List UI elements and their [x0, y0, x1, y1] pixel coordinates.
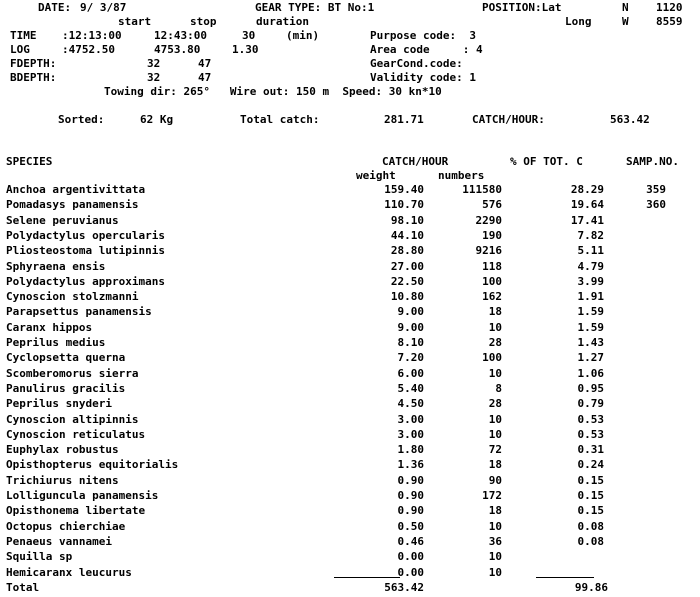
lat-value: 1120 — [656, 1, 683, 14]
species-name: Pliosteostoma lutipinnis — [6, 244, 165, 257]
weight-value: 0.46 — [397, 535, 424, 548]
weight-value: 3.00 — [397, 428, 424, 441]
numbers-value: 172 — [482, 489, 502, 502]
lat-dir: N — [622, 1, 629, 14]
catch-hour-label: CATCH/HOUR: — [472, 113, 545, 126]
numbers-value: 190 — [482, 229, 502, 242]
col-numbers: numbers — [438, 169, 485, 182]
species-name: Opisthopterus equitorialis — [6, 458, 179, 471]
pct-value: 0.15 — [577, 474, 604, 487]
species-name: Sphyraena ensis — [6, 260, 106, 273]
species-name: Lolliguncula panamensis — [6, 489, 159, 502]
species-name: Cynoscion reticulatus — [6, 428, 146, 441]
numbers-value: 118 — [482, 260, 502, 273]
total-label: Total — [6, 581, 40, 594]
pct-value: 19.64 — [570, 198, 604, 211]
pct-value: 4.79 — [577, 260, 604, 273]
species-name: Polydactylus approximans — [6, 275, 165, 288]
weight-value: 6.00 — [397, 367, 424, 380]
pct-value: 1.59 — [577, 305, 604, 318]
weight-value: 110.70 — [384, 198, 424, 211]
weight-value: 1.36 — [397, 458, 424, 471]
pct-value: 3.99 — [577, 275, 604, 288]
pct-value: 28.29 — [570, 183, 604, 196]
weight-value: 22.50 — [390, 275, 424, 288]
pct-value: 17.41 — [570, 214, 604, 227]
species-name: Cynoscion altipinnis — [6, 413, 139, 426]
species-name: Peprilus medius — [6, 336, 106, 349]
pct-value: 0.24 — [577, 458, 604, 471]
weight-value: 1.80 — [397, 443, 424, 456]
col-pct: % OF TOT. C — [510, 155, 583, 168]
bdepth-stop: 47 — [198, 71, 212, 84]
catch-hour-value: 563.42 — [610, 113, 650, 126]
gear-type: GEAR TYPE: BT No:1 — [255, 1, 375, 14]
bdepth-start: 32 — [147, 71, 161, 84]
pct-value: 1.91 — [577, 290, 604, 303]
numbers-value: 162 — [482, 290, 502, 303]
sorted-label: Sorted: — [58, 113, 105, 126]
species-name: Squilla sp — [6, 550, 73, 563]
numbers-value: 72 — [488, 443, 502, 456]
pct-value: 1.43 — [577, 336, 604, 349]
species-name: Anchoa argentivittata — [6, 183, 146, 196]
log-stop: 4753.80 — [154, 43, 201, 56]
position-label: POSITION:Lat — [482, 1, 562, 14]
area-code: Area code : 4 — [370, 43, 483, 56]
weight-value: 0.90 — [397, 504, 424, 517]
species-name: Octopus chierchiae — [6, 520, 126, 533]
species-name: Pomadasys panamensis — [6, 198, 139, 211]
numbers-value: 10 — [488, 367, 502, 380]
pct-value: 5.11 — [577, 244, 604, 257]
numbers-value: 9216 — [475, 244, 502, 257]
samp-value: 359 — [646, 183, 666, 196]
gearcond-code: GearCond.code: — [370, 57, 463, 70]
time-duration: 30 — [242, 29, 256, 42]
pct-value: 0.79 — [577, 397, 604, 410]
species-name: Cynoscion stolzmanni — [6, 290, 139, 303]
pct-value: 1.06 — [577, 367, 604, 380]
numbers-value: 10 — [488, 428, 502, 441]
numbers-value: 28 — [488, 336, 502, 349]
numbers-value: 576 — [482, 198, 502, 211]
long-value: 8559 — [656, 15, 683, 28]
weight-value: 9.00 — [397, 321, 424, 334]
col-catch-hour: CATCH/HOUR — [382, 155, 449, 168]
pct-value: 0.31 — [577, 443, 604, 456]
numbers-value: 100 — [482, 351, 502, 364]
species-name: Penaeus vannamei — [6, 535, 112, 548]
log-label: LOG — [10, 43, 30, 56]
weight-value: 5.40 — [397, 382, 424, 395]
species-name: Scomberomorus sierra — [6, 367, 139, 380]
numbers-value: 28 — [488, 397, 502, 410]
time-stop: 12:43:00 — [154, 29, 207, 42]
time-label: TIME — [10, 29, 37, 42]
purpose-code: Purpose code: 3 — [370, 29, 476, 42]
bdepth-label: BDEPTH: — [10, 71, 57, 84]
fdepth-label: FDEPTH: — [10, 57, 57, 70]
numbers-value: 10 — [488, 550, 502, 563]
pct-value: 1.27 — [577, 351, 604, 364]
col-start: start — [118, 15, 152, 28]
numbers-value: 100 — [482, 275, 502, 288]
total-catch-value: 281.71 — [384, 113, 424, 126]
numbers-value: 111580 — [462, 183, 502, 196]
species-name: Cyclopsetta querna — [6, 351, 126, 364]
long-label: Long — [565, 15, 592, 28]
species-name: Parapsettus panamensis — [6, 305, 152, 318]
total-pct: 99.86 — [574, 581, 608, 594]
samp-value: 360 — [646, 198, 666, 211]
numbers-value: 10 — [488, 566, 502, 579]
log-duration: 1.30 — [232, 43, 259, 56]
species-name: Peprilus snyderi — [6, 397, 112, 410]
species-name: Polydactylus opercularis — [6, 229, 165, 242]
time-start: :12:13:00 — [62, 29, 122, 42]
numbers-value: 10 — [488, 321, 502, 334]
species-name: Euphylax robustus — [6, 443, 119, 456]
col-duration: duration — [256, 15, 309, 28]
weight-value: 44.10 — [390, 229, 424, 242]
weight-value: 10.80 — [390, 290, 424, 303]
numbers-value: 36 — [488, 535, 502, 548]
species-name: Hemicaranx leucurus — [6, 566, 132, 579]
fdepth-start: 32 — [147, 57, 161, 70]
pct-value: 1.59 — [577, 321, 604, 334]
pct-value: 0.53 — [577, 413, 604, 426]
date-label: DATE: — [38, 1, 72, 14]
col-samp: SAMP.NO. — [626, 155, 679, 168]
species-name: Trichiurus nitens — [6, 474, 119, 487]
weight-value: 0.00 — [397, 566, 424, 579]
species-name: Opisthonema libertate — [6, 504, 146, 517]
log-start: :4752.50 — [62, 43, 115, 56]
validity-code: Validity code: 1 — [370, 71, 476, 84]
pct-value: 7.82 — [577, 229, 604, 242]
numbers-value: 18 — [488, 458, 502, 471]
total-catch-label: Total catch: — [240, 113, 320, 126]
pct-value: 0.08 — [577, 520, 604, 533]
long-dir: W — [622, 15, 629, 28]
weight-value: 3.00 — [397, 413, 424, 426]
numbers-value: 18 — [488, 504, 502, 517]
date-value: 9/ 3/87 — [80, 1, 127, 14]
weight-value: 0.50 — [397, 520, 424, 533]
time-unit: (min) — [286, 29, 320, 42]
pct-total-rule — [536, 577, 594, 578]
weight-value: 0.90 — [397, 474, 424, 487]
total-weight: 563.42 — [384, 581, 424, 594]
pct-value: 0.08 — [577, 535, 604, 548]
weight-value: 8.10 — [397, 336, 424, 349]
weight-value: 159.40 — [384, 183, 424, 196]
sorted-value: 62 Kg — [140, 113, 174, 126]
col-stop: stop — [190, 15, 217, 28]
species-name: Selene peruvianus — [6, 214, 119, 227]
col-weight: weight — [356, 169, 396, 182]
weight-total-rule — [334, 577, 400, 578]
numbers-value: 18 — [488, 305, 502, 318]
weight-value: 4.50 — [397, 397, 424, 410]
towing-line: Towing dir: 265° Wire out: 150 m Speed: 30 kn*10 — [104, 85, 442, 98]
weight-value: 9.00 — [397, 305, 424, 318]
species-name: Panulirus gracilis — [6, 382, 126, 395]
weight-value: 27.00 — [390, 260, 424, 273]
weight-value: 7.20 — [397, 351, 424, 364]
weight-value: 28.80 — [390, 244, 424, 257]
numbers-value: 8 — [495, 382, 502, 395]
weight-value: 0.90 — [397, 489, 424, 502]
numbers-value: 2290 — [475, 214, 502, 227]
species-name: Caranx hippos — [6, 321, 93, 334]
fdepth-stop: 47 — [198, 57, 212, 70]
numbers-value: 10 — [488, 413, 502, 426]
pct-value: 0.15 — [577, 489, 604, 502]
pct-value: 0.53 — [577, 428, 604, 441]
pct-value: 0.15 — [577, 504, 604, 517]
numbers-value: 90 — [488, 474, 502, 487]
col-species: SPECIES — [6, 155, 53, 168]
weight-value: 98.10 — [390, 214, 424, 227]
weight-value: 0.00 — [397, 550, 424, 563]
numbers-value: 10 — [488, 520, 502, 533]
pct-value: 0.95 — [577, 382, 604, 395]
